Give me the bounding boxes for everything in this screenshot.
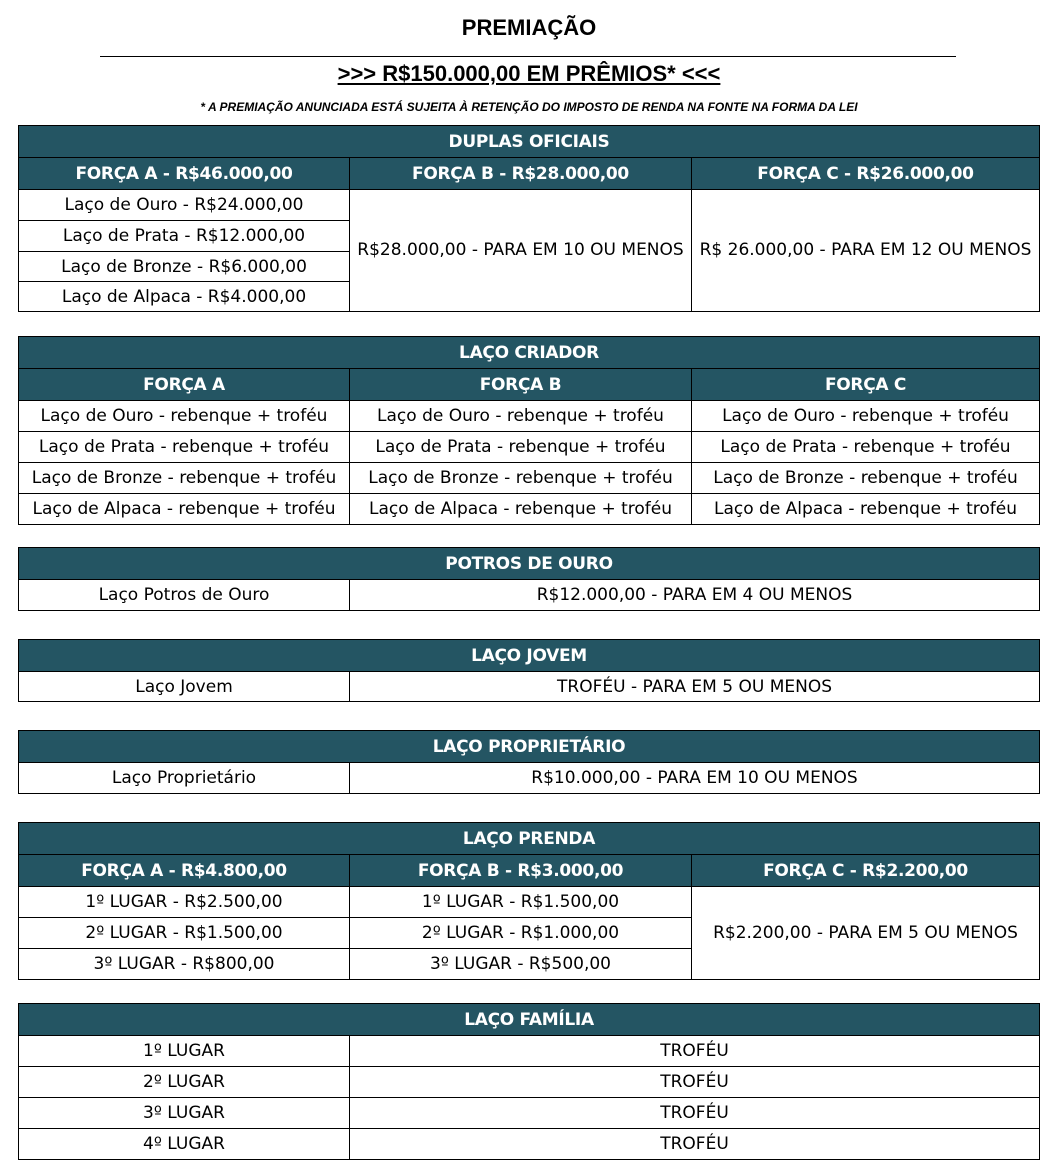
- column-header: FORÇA C - R$26.000,00: [692, 158, 1040, 190]
- laco-criador-table: [18, 336, 1040, 525]
- tax-disclaimer-note: * A PREMIAÇÃO ANUNCIADA ESTÁ SUJEITA À RETENÇÃO DO IMPOSTO DE RENDA NA FONTE NA FORMA DA LEI: [200, 100, 858, 114]
- table-cell: Laço Potros de Ouro: [19, 580, 350, 611]
- table-cell: 3º LUGAR - R$500,00: [350, 949, 692, 980]
- total-prize-headline: >>> R$150.000,00 EM PRÊMIOS* <<<: [337, 61, 721, 86]
- table-cell-merged: R$2.200,00 - PARA EM 5 OU MENOS: [692, 887, 1040, 980]
- table-cell: Laço de Bronze - rebenque + troféu: [350, 463, 692, 494]
- table-cell: Laço de Ouro - R$24.000,00: [19, 190, 350, 221]
- table-cell: 4º LUGAR: [19, 1129, 350, 1160]
- table-cell: Laço de Alpaca - rebenque + troféu: [692, 494, 1040, 525]
- laco-proprietario-table: [18, 730, 1040, 794]
- table-cell: Laço de Alpaca - rebenque + troféu: [350, 494, 692, 525]
- column-header: FORÇA A: [19, 369, 350, 401]
- laco-jovem-table: [18, 639, 1040, 702]
- potros-de-ouro-table: [18, 547, 1040, 611]
- page-title: PREMIAÇÃO: [461, 15, 597, 40]
- table-cell: TROFÉU: [350, 1067, 1040, 1098]
- table-cell: Laço de Ouro - rebenque + troféu: [350, 401, 692, 432]
- table-cell: TROFÉU: [350, 1129, 1040, 1160]
- table-cell: 1º LUGAR - R$2.500,00: [19, 887, 350, 918]
- section-title: LAÇO PROPRIETÁRIO: [19, 731, 1040, 763]
- column-header: FORÇA C: [692, 369, 1040, 401]
- table-cell: R$10.000,00 - PARA EM 10 OU MENOS: [350, 763, 1040, 794]
- column-header: FORÇA A - R$4.800,00: [19, 855, 350, 887]
- table-cell: Laço de Alpaca - rebenque + troféu: [19, 494, 350, 525]
- table-cell: Laço de Prata - rebenque + troféu: [19, 432, 350, 463]
- table-cell: Laço de Bronze - rebenque + troféu: [692, 463, 1040, 494]
- table-cell: 3º LUGAR - R$800,00: [19, 949, 350, 980]
- section-title: DUPLAS OFICIAIS: [19, 126, 1040, 158]
- section-title: LAÇO CRIADOR: [19, 337, 1040, 369]
- table-cell: 2º LUGAR - R$1.500,00: [19, 918, 350, 949]
- column-header: FORÇA B - R$28.000,00: [350, 158, 692, 190]
- table-cell: Laço Jovem: [19, 672, 350, 702]
- section-title: LAÇO FAMÍLIA: [19, 1004, 1040, 1036]
- table-cell: 3º LUGAR: [19, 1098, 350, 1129]
- table-cell-merged: R$ 26.000,00 - PARA EM 12 OU MENOS: [692, 190, 1040, 312]
- table-cell: Laço de Bronze - R$6.000,00: [19, 252, 350, 282]
- column-header: FORÇA B: [350, 369, 692, 401]
- table-cell: 2º LUGAR: [19, 1067, 350, 1098]
- table-cell: TROFÉU: [350, 1098, 1040, 1129]
- table-cell: Laço Proprietário: [19, 763, 350, 794]
- table-cell: 1º LUGAR: [19, 1036, 350, 1067]
- section-title: POTROS DE OURO: [19, 548, 1040, 580]
- table-cell: R$12.000,00 - PARA EM 4 OU MENOS: [350, 580, 1040, 611]
- column-header: FORÇA B - R$3.000,00: [350, 855, 692, 887]
- title-divider: [100, 56, 956, 57]
- table-cell: Laço de Prata - rebenque + troféu: [350, 432, 692, 463]
- section-title: LAÇO JOVEM: [19, 640, 1040, 672]
- table-cell: TROFÉU - PARA EM 5 OU MENOS: [350, 672, 1040, 702]
- column-header: FORÇA C - R$2.200,00: [692, 855, 1040, 887]
- section-title: LAÇO PRENDA: [19, 823, 1040, 855]
- table-cell: Laço de Ouro - rebenque + troféu: [692, 401, 1040, 432]
- column-header: FORÇA A - R$46.000,00: [19, 158, 350, 190]
- table-cell: Laço de Prata - rebenque + troféu: [692, 432, 1040, 463]
- duplas-oficiais-table: [18, 125, 1040, 312]
- table-cell: 1º LUGAR - R$1.500,00: [350, 887, 692, 918]
- table-cell: Laço de Prata - R$12.000,00: [19, 221, 350, 252]
- laco-prenda-table: [18, 822, 1040, 980]
- table-cell: Laço de Alpaca - R$4.000,00: [19, 282, 350, 312]
- table-cell: Laço de Ouro - rebenque + troféu: [19, 401, 350, 432]
- table-cell: 2º LUGAR - R$1.000,00: [350, 918, 692, 949]
- laco-familia-table: [18, 1003, 1040, 1160]
- table-cell-merged: R$28.000,00 - PARA EM 10 OU MENOS: [350, 190, 692, 312]
- table-cell: TROFÉU: [350, 1036, 1040, 1067]
- table-cell: Laço de Bronze - rebenque + troféu: [19, 463, 350, 494]
